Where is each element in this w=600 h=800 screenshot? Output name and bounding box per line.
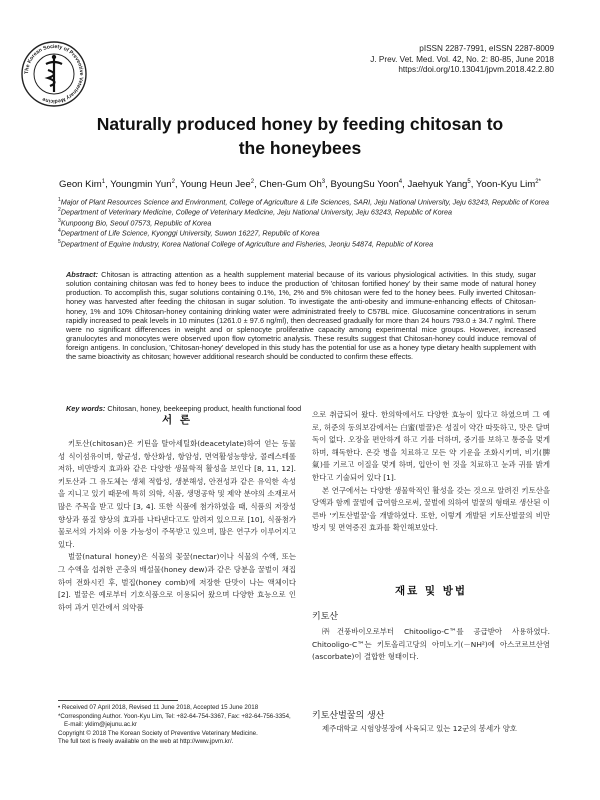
subsection-production-text: [312, 723, 550, 736]
affiliation-text: Department of Veterinary Medicine, College of Veterinary Medicine, Jeju National University, Jeju 63243, Republic of Korea: [60, 207, 453, 217]
abstract-label: Abstract:: [66, 270, 99, 279]
affiliation-mark: 3: [58, 217, 61, 224]
subsection-chitosan-heading: 키토산: [312, 612, 339, 622]
author-name: Geon Kim$^1$: [59, 179, 106, 191]
copyright-line: Copyright © 2018 The Korean Society of Preventive Veterinary Medicine.: [58, 729, 258, 737]
affiliation-mark: 2: [58, 207, 61, 214]
author-email[interactable]: E-mail: yklim@jejunu.ac.kr: [64, 721, 137, 729]
intro-paragraph: 으로 취급되어 왔다. 한의학에서도 다양한 효능이 있다고 하였으며 그 예로, 허준의 동의보감에서는 白蜜(벌꿀)은 성질이 약간 따뜻하고, 맛은 달며 독이 없다. 오장을 편안하게 하고 기를 더하며, 중기를 보하고 통증을 멎게 하며, 해독한다. 온갖 병을 치료하고 모든 약 기운을 조화시키며, 비기(脾氣)를 기르고 이질을 멎게 하며, 입안이 헌 것을 치료하고 눈과 귀를 밝게 한다고 기술되어 있다 [1].: [312, 410, 550, 482]
intro-paragraph: 키토산(chitosan)은 키틴을 탈아세틸화(deacetylate)하여 얻는 동물성 식이섬유이며, 항균성, 항산화성, 항암성, 면역활성능향상, 콜레스테롤 저하, 비만방지 효과와 같은 다양한 생물학적 활성을 보인다 [8, 11, 12]. 키토산과 그 유도체는 생체 적합성, 생분해성, 안전성과 같은 유익한 속성을 지니고 있기 때문에 특히 의학, 식품, 생명공학 및 제약 분야의 소재로서 많은 주목을 받고 있다 [3, 4]. 또한 식품에 첨가하였을 때, 식품의 저장성 향상과 품질 향상의 효과를 나타낸다고도 알려져 있으므로 [10], 식품첨가물로서의 가치와 이용 가능성이 주목받고 있으며, 많은 연구가 이루어지고 있다.: [58, 439, 296, 549]
subsection-chitosan-text: [312, 626, 550, 664]
affiliation-item: [58, 217, 558, 227]
received-dates: • Received 07 April 2018, Revised 11 June 2018, Accepted 15 June 2018: [58, 704, 259, 711]
author-affiliation-mark: 1: [101, 179, 106, 185]
keywords-text: Chitosan, honey, beekeeping product, health functional food: [105, 404, 302, 413]
author-affiliation-mark: 2: [250, 179, 255, 185]
footnote-divider: [58, 700, 178, 701]
affiliation-mark: 5: [58, 238, 61, 245]
author-name: Chen-Gum Oh$^3$: [259, 179, 326, 191]
methods-heading: 재료 및 방법: [394, 585, 468, 597]
corresponding-author: *Corresponding Author. Yoon-Kyu Lim, Tel: +82-64-754-3367, Fax: +82-64-756-3354,: [58, 712, 291, 720]
author-affiliation-mark: 5: [467, 179, 471, 185]
intro-paragraph: 벌꿀(natural honey)은 식물의 꽃꿀(nectar)이나 식물의 수액, 또는 그 수액을 섭취한 곤충의 배설물(honey dew)과 같은 당분을 꿀벌이 채집하여 전화시킨 후, 벌집(honey comb)에 저장한 단맛이 나는 액체이다 [2]. 벌꿀은 예로부터 기호식품으로 이용되어 왔으며 다양한 효능으로 인하여 과거 민간에서 의약품: [58, 552, 296, 612]
footnote: [58, 704, 298, 747]
affiliation-text: Department of Life Science, Kyonggi University, Suwon 16227, Republic of Korea: [60, 228, 320, 238]
doi-link[interactable]: https://doi.org/10.13041/jpvm.2018.42.2.80: [398, 65, 554, 75]
author-name: Young Heun Jee$^2$: [180, 179, 255, 191]
affiliation-item: [58, 196, 558, 206]
author-affiliation-mark: 4: [398, 179, 403, 185]
author-name: Jaehyuk Yang$^5$: [407, 179, 471, 191]
affiliation-item: [58, 238, 558, 248]
methods-paragraph: ㈜건풍바이오로부터 Chitooligo-C™를 공급받아 사용하였다. Chitooligo-C™는 키토올리고당의 아미노기(－NH²)에 아스코르브산염(ascorbate)이 결합한 형태이다.: [312, 627, 550, 662]
subsection-production-heading: 키토산벌꿀의 생산: [312, 711, 385, 721]
author-name: Youngmin Yun$^2$: [110, 179, 175, 191]
intro-paragraph: 본 연구에서는 다양한 생물학적인 활성을 갖는 것으로 알려진 키토산을 당액과 함께 꿀벌에 급여함으로써, 꿀벌에 의하여 벌꿀의 형태로 생산된 이른바 '키토산벌꿀'을 개발하였다. 또한, 이렇게 개발된 키토산벌꿀의 비만방지 및 면역증진 효과를 확인해보았다.: [312, 485, 550, 533]
society-logo: [20, 40, 88, 108]
affiliation-mark: 4: [58, 228, 61, 235]
keywords-label: Key words:: [66, 404, 106, 413]
author-name: ByoungSu Yoon$^4$: [330, 179, 403, 191]
abstract: [66, 270, 536, 362]
methods-paragraph: 제주대학교 시험양봉장에 사육되고 있는 12군의 봉세가 양호: [322, 724, 517, 733]
journal-citation: J. Prev. Vet. Med. Vol. 42, No. 2: 80-85, June 2018: [370, 54, 554, 64]
affiliation-text: Department of Equine Industry, Korea National College of Agriculture and Fisheries, Jeonju 54874, Republic of Korea: [60, 238, 434, 248]
fulltext-note: The full text is freely available on the web at http://www.jpvm.kr/.: [58, 738, 234, 746]
issn-line: pISSN 2287-7991, eISSN 2287-8009: [419, 44, 554, 53]
intro-heading: 서 론: [162, 414, 192, 426]
affiliation-item: [58, 206, 558, 216]
affiliation-text: Major of Plant Resources Science and Environment, College of Agriculture & Life Sciences, SARI, Jeju National University, Jeju 63243, Republic of Korea: [60, 197, 549, 207]
affiliation-item: [58, 227, 558, 237]
author-affiliation-mark: 2*: [535, 179, 541, 185]
author-name: Yoon-Kyu Lim$^{2*}$: [475, 179, 541, 191]
affiliations: [58, 196, 558, 248]
author-affiliation-mark: 2: [171, 179, 175, 185]
author-list: Geon Kim$^1$, Youngmin Yun$^2$, Young Heun Jee$^2$, Chen-Gum Oh$^3$, ByoungSu Yoon$^4$, Jaehyuk Yang$^5$, Yoon-Kyu Lim$^{2*}$: [59, 179, 541, 191]
abstract-text: Chitosan is attracting attention as a health supplement material because of its various physiological activities. In this study, sugar solution containing chitosan was fed to honey bees to induce the production of 'chitosan fortified honey' by their same mode of natural honey production. To accomplish this, sugar solutions containing 0.1%, 1%, 2% and 5% chitosan were fed to the honey bees. Fully inverted Chitosan-honey was harvested after feeding the chitosan in sugar solution. To investigate the anti-obesity and immune-enhancing effects of Chitosan-honey, 1% and 10% Chitosan-honey containing drinking water were administrated freely to C57BL mice. Glucosamine concentrations in serum rapidly increased to peak levels in 10 minutes (1261.0 ± 97.6 ng/ml), then decreased gradually for more than 24 hours 793.0 ± 34.7 ng/ml. There were no significant differences in weight and or splenocyte proliferative capacity among experimental mice groups. However, increased granulocytes and monocytes were observed upon flow cytometric analysis. These results suggest that Chitosan-honey could induce removal of foreign antigens. In conclusion, 'Chitosan-honey' developed in this study has the potential for use as a honey type dietary health supplement with the same bioactivity as chitosan; however additional research should be conducted to confirm these effects.: [66, 270, 536, 362]
affiliation-text: Kunpoong Bio, Seoul 07573, Republic of Korea: [60, 218, 212, 228]
affiliation-mark: 1: [58, 197, 61, 203]
logo-ring-text: The Korean Society of Preventive Veterinary Medicine: [23, 43, 85, 105]
intro-body: [58, 438, 296, 614]
author-affiliation-mark: 3: [321, 179, 326, 185]
journal-info: [294, 44, 554, 76]
intro-body-continued: [312, 409, 550, 535]
article-title: Naturally produced honey by feeding chitosan to the honeybees: [96, 114, 504, 158]
